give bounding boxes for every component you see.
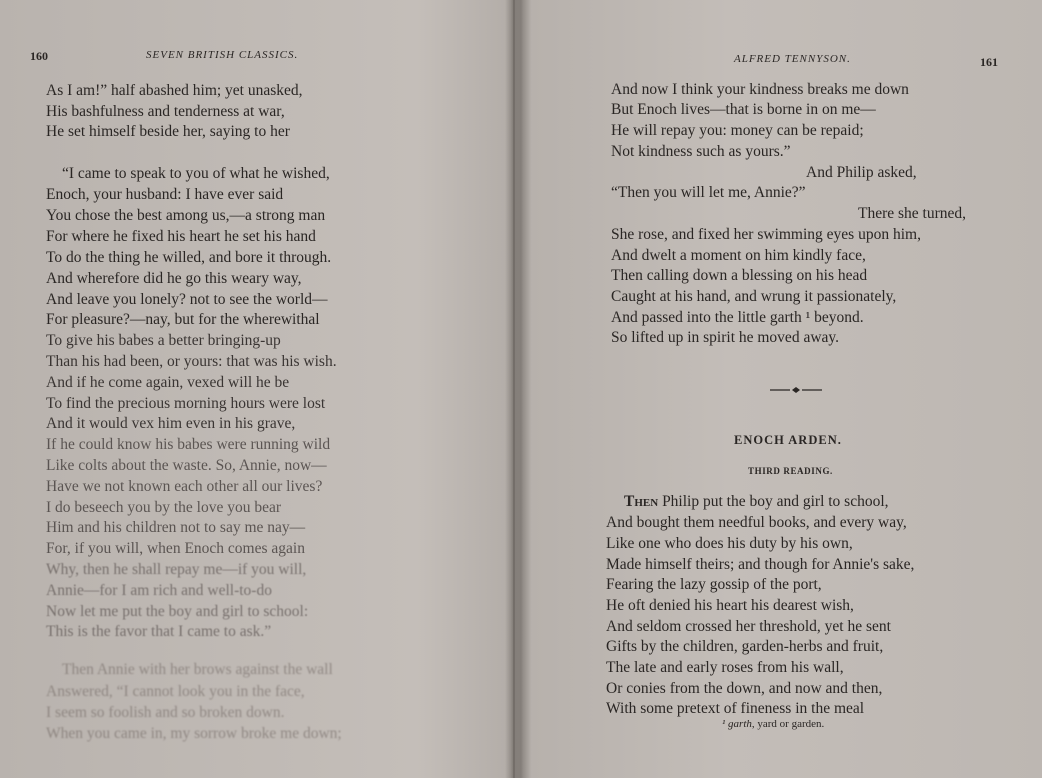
poem-line: And wherefore did he go this weary way, (46, 270, 302, 287)
poem-line: For where he fixed his heart he set his hand (46, 228, 316, 245)
poem-line: Or conies from the down, and now and then, (606, 680, 883, 697)
poem-line: I seem so foolish and so broken down. (46, 704, 285, 721)
poem-line: As I am!” half abashed him; yet unasked, (46, 82, 303, 99)
poem-line: There she turned, (858, 205, 967, 222)
right-running-head: ALFRED TENNYSON. (734, 53, 851, 65)
poem-line: And leave you lonely? not to see the world— (46, 291, 328, 308)
poem-line: And bought them needful books, and every way, (606, 514, 907, 531)
poem-line: So lifted up in spirit he moved away. (611, 329, 840, 346)
poem-line: Answered, “I cannot look you in the face, (46, 683, 305, 700)
poem-line: He set himself beside her, saying to her (46, 123, 290, 140)
footnote-definition: , yard or garden. (751, 718, 825, 730)
poem-line: The late and early roses from his wall, (606, 659, 844, 676)
poem-line: Now let me put the boy and girl to school: (46, 603, 309, 620)
poem-line: For, if you will, when Enoch comes again (46, 540, 305, 557)
poem-line: To do the thing he willed, and bore it through. (46, 249, 332, 266)
poem-line: Why, then he shall repay me—if you will, (46, 561, 307, 578)
poem-line: Him and his children not to say me nay— (46, 519, 306, 536)
left-page-number: 160 (30, 49, 48, 63)
left-running-head: SEVEN BRITISH CLASSICS. (146, 49, 299, 61)
poem-line: When you came in, my sorrow broke me down; (46, 725, 342, 742)
poem-line: Then Annie with her brows against the wall (62, 661, 333, 678)
poem-line: For pleasure?—nay, but for the wherewithal (46, 311, 320, 328)
poem-line (624, 494, 889, 510)
poem-line: To find the precious morning hours were lost (46, 395, 326, 412)
right-page-number: 161 (980, 55, 998, 69)
poem-line: Enoch, your husband: I have ever said (46, 186, 284, 203)
poem-line: He oft denied his heart his dearest wish, (606, 597, 854, 614)
right-page (516, 0, 1042, 778)
footnote-term: ¹ garth (722, 718, 752, 730)
poem-line: Not kindness such as yours.” (611, 143, 791, 160)
poem-line: “Then you will let me, Annie?” (611, 184, 806, 201)
poem-line: And now I think your kindness breaks me down (611, 81, 909, 98)
poem-line: Like one who does his duty by his own, (606, 535, 853, 552)
poem-line-text: Philip put the boy and girl to school, (658, 493, 889, 510)
poem-line: And seldom crossed her threshold, yet he sent (606, 618, 891, 635)
left-page (0, 0, 512, 778)
poem-line: Annie—for I am rich and well-to-do (46, 582, 272, 599)
poem-line: To give his babes a better bringing-up (46, 332, 281, 349)
drop-word: Then (624, 493, 659, 510)
poem-line: His bashfulness and tenderness at war, (46, 103, 285, 120)
poem-line: Than his had been, or yours: that was his wish. (46, 353, 337, 370)
poem-line: And if he come again, vexed will he be (46, 374, 290, 391)
poem-line: Fearing the lazy gossip of the port, (606, 576, 822, 593)
section-subtitle: THIRD READING. (748, 466, 833, 476)
poem-line: And Philip asked, (806, 164, 917, 181)
poem-line: You chose the best among us,—a strong man (46, 207, 326, 224)
poem-line: Then calling down a blessing on his head (611, 267, 868, 284)
poem-line: Made himself theirs; and though for Annie's sake, (606, 556, 915, 573)
poem-line: She rose, and fixed her swimming eyes upon him, (611, 226, 921, 243)
footnote (722, 718, 824, 730)
poem-line: Caught at his hand, and wrung it passionately, (611, 288, 897, 305)
poem-line: But Enoch lives—that is borne in on me— (611, 101, 876, 118)
poem-line: I do beseech you by the love you bear (46, 499, 282, 516)
section-ornament (770, 386, 822, 394)
poem-line: This is the favor that I came to ask.” (46, 623, 272, 640)
poem-line: And dwelt a moment on him kindly face, (611, 247, 866, 264)
poem-line: Have we not known each other all our lives? (46, 478, 323, 495)
poem-line: Gifts by the children, garden-herbs and fruit, (606, 638, 884, 655)
poem-line: “I came to speak to you of what he wished, (62, 165, 330, 182)
section-title: ENOCH ARDEN. (734, 433, 842, 447)
poem-line: If he could know his babes were running wild (46, 436, 331, 453)
poem-line: He will repay you: money can be repaid; (611, 122, 864, 139)
poem-line: With some pretext of fineness in the meal (606, 700, 865, 717)
poem-line: Like colts about the waste. So, Annie, now— (46, 457, 327, 474)
poem-line: And passed into the little garth ¹ beyond. (611, 309, 864, 326)
poem-line: And it would vex him even in his grave, (46, 415, 296, 432)
